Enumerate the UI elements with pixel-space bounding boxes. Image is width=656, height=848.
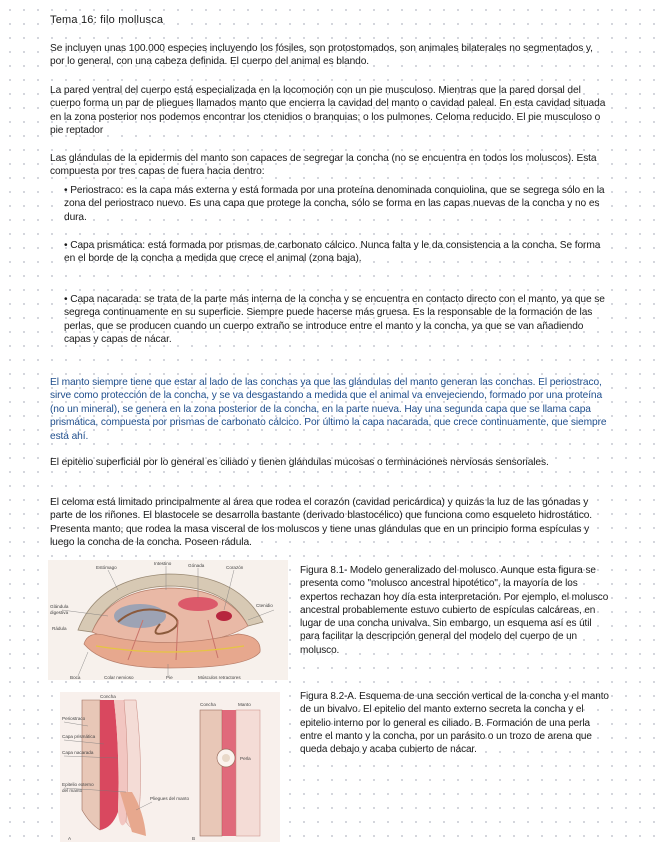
- svg-text:Rádula: Rádula: [52, 626, 67, 631]
- svg-text:Epitelio externo: Epitelio externo: [62, 782, 94, 787]
- figure-2-caption: Figura 8.2-A. Esquema de una sección vertical de la concha y el manto de un bivalvo. El epitelio del manto externo secreta la concha y el epitelio interno por lo general es ciliado. B. Formación de una perla entre el manto y la concha, por un parásito o un trozo de arena que queda debajo y acaba cubierto de nácar.: [300, 691, 609, 756]
- svg-text:A: A: [68, 836, 72, 841]
- svg-text:Pie: Pie: [166, 675, 173, 680]
- svg-text:B: B: [192, 836, 196, 841]
- document-title: Tema 16: filo mollusca: [50, 14, 164, 26]
- svg-text:Glándula: Glándula: [50, 604, 69, 609]
- svg-text:Capa prismática: Capa prismática: [62, 734, 96, 739]
- paragraph-intro: Se incluyen unas 100.000 especies incluyendo los fósiles, son protostomados, son animales bilaterales no segmentados y, por lo general, con una cabeza definida. El cuerpo del animal es blando.: [50, 43, 593, 68]
- svg-text:Boca: Boca: [70, 675, 81, 680]
- svg-text:Estómago: Estómago: [96, 565, 117, 570]
- svg-text:Perla: Perla: [240, 756, 251, 761]
- bullet-periostracum: • Periostraco: es la capa más externa y está formada por una proteína denominada conquiolina, que se segrega sólo en la zona del periostraco nuevo. Es una capa que protege la concha, sólo se forma en las capas nuevas de la concha y no es dura.: [64, 185, 605, 223]
- svg-text:Corazón: Corazón: [226, 565, 244, 570]
- svg-text:Periostraco: Periostraco: [62, 716, 86, 721]
- svg-text:Concha: Concha: [200, 702, 216, 707]
- svg-text:Capa nacarada: Capa nacarada: [62, 750, 94, 755]
- svg-text:Músculos retractores: Músculos retractores: [198, 675, 241, 680]
- svg-text:digestiva: digestiva: [50, 610, 69, 615]
- bullet-nacre-layer: • Capa nacarada: se trata de la parte más interna de la concha y se encuentra en contacto directo con el manto, ya que se segrega continuamente en su superficie. Siempre puede hacerse más gruesa. Es la responsable de la formación de las perlas, que se producen cuando un cuerpo extraño se introduce entre el manto y la concha, ya que se van añadiendo capas y capas de nácar.: [64, 294, 605, 346]
- paragraph-body-wall: La pared ventral del cuerpo está especializada en la locomoción con un pie musculoso. Mientras que la pared dorsal del cuerpo forma un par de pliegues llamados manto que encierra la cavidad del manto o cavidad paleal. En esta cavidad situada en la zona posterior nos podemos encontrar los ctenidios o branquias; o los pulmones. Celoma reducido. El pie musculoso o pie reptador: [50, 85, 606, 137]
- svg-text:del manto: del manto: [62, 788, 83, 793]
- svg-text:Colar nervioso: Colar nervioso: [104, 675, 134, 680]
- svg-text:Pliegues del manto: Pliegues del manto: [150, 796, 190, 801]
- svg-text:Ctenidio: Ctenidio: [256, 603, 273, 608]
- svg-text:Manto: Manto: [238, 702, 251, 707]
- figure-generalized-mollusc: [48, 560, 288, 680]
- bullet-prismatic-layer: • Capa prismática: está formada por prismas de carbonato cálcico. Nunca falta y le da consistencia a la concha. Se forma en el borde de la concha a medida que crece el animal (zona baja).: [64, 240, 601, 265]
- paragraph-epithelium: El epitelio superficial por lo general es ciliado y tienen glándulas mucosas o terminaciones nerviosas sensoriales.: [50, 457, 549, 468]
- svg-text:Concha: Concha: [100, 694, 116, 699]
- svg-text:Intestino: Intestino: [154, 561, 172, 566]
- paragraph-shell-glands: Las glándulas de la epidermis del manto son capaces de segregar la concha (no se encuentra en todos los moluscos). Esta compuesta por tres capas de fuera hacia dentro:: [50, 153, 597, 178]
- figure-shell-mantle-section: [60, 692, 280, 842]
- mollusc-diagram: [48, 560, 288, 680]
- paragraph-mantle-summary: El manto siempre tiene que estar al lado de las conchas ya que las glándulas del manto generan las conchas. El periostraco, sirve como protección de la concha, y se va desgastando a medida que el animal va envejeciendo, formado por una proteína (no un mineral), se genera en la zona posterior de la concha, en la parte nueva. Hay una segunda capa que se llama capa prismática, compuesta por prismas de carbonato cálcico. Por último la capa nacarada, que crece continuamente, que siempre está ahí.: [50, 377, 607, 442]
- svg-text:Gónada: Gónada: [188, 563, 205, 568]
- paragraph-coelom: El celoma está limitado principalmente al área que rodea el corazón (cavidad pericárdica) y quizás la luz de las gónadas y parte de los riñones. El blastocele se desarrolla bastante (derivado blastocélico) que funciona como esqueleto hidrostático. Presenta manto, que rodea la masa visceral de los moluscos y tiene unas glándulas que en un principio forma espículas y luego la concha de la concha. Poseen rádula.: [50, 497, 593, 549]
- shell-section-diagram: [60, 692, 280, 842]
- figure-1-caption: Figura 8.1- Modelo generalizado del molusco. Aunque esta figura se presenta como "molusco ancestral hipotético", la mayoría de los expertos rechazan hoy día esta interpretación. Por ejemplo, el molusco ancestral probablemente estuvo cubierto de espículas calcáreas, en lugar de una concha univalva. Sin embargo, un esquema así es útil para facilitar la descripción general del modelo del cuerpo de un molusco.: [300, 565, 609, 656]
